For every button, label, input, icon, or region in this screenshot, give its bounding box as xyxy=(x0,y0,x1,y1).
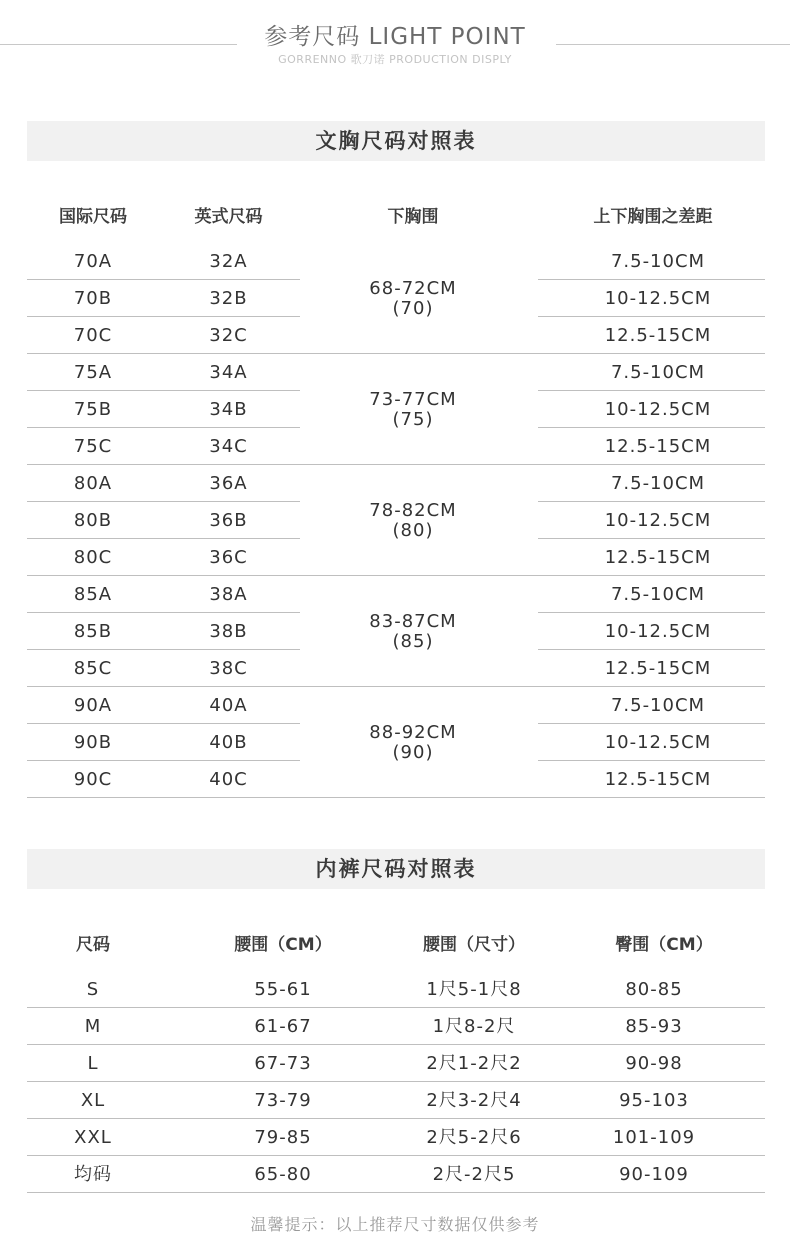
bra-underbust-value: (85) xyxy=(392,630,434,652)
panty-cell-hip-cm: 90-98 xyxy=(625,1053,683,1074)
bra-cell-difference: 12.5-15CM xyxy=(604,325,712,346)
panty-cell-size: XL xyxy=(80,1090,106,1111)
panty-cell-hip-cm: 85-93 xyxy=(625,1016,683,1037)
bra-underbust-group xyxy=(298,279,528,319)
bra-cell-difference: 7.5-10CM xyxy=(610,362,706,383)
bra-cell-difference: 7.5-10CM xyxy=(610,695,706,716)
panty-cell-waist-cm: 61-67 xyxy=(254,1016,312,1037)
bra-cell-uk: 40B xyxy=(209,732,248,753)
panty-cell-size: M xyxy=(84,1016,102,1037)
panty-cell-waist-cm: 65-80 xyxy=(254,1164,312,1185)
bra-underbust-range: 88-92CM xyxy=(369,721,457,743)
bra-row-divider-right xyxy=(538,797,765,798)
bra-underbust-group xyxy=(298,501,528,541)
bra-cell-difference: 10-12.5CM xyxy=(604,732,712,753)
panty-cell-size: S xyxy=(86,979,100,1000)
bra-cell-intl: 85B xyxy=(73,621,113,642)
bra-cell-intl: 85A xyxy=(73,584,113,605)
bra-underbust-group xyxy=(298,390,528,430)
panty-cell-waist-cm: 73-79 xyxy=(254,1090,312,1111)
panty-cell-size: 均码 xyxy=(74,1164,112,1185)
panty-header-hip-cm: 臀围（CM） xyxy=(615,935,713,955)
bra-cell-uk: 38C xyxy=(209,658,248,679)
bra-underbust-value: (80) xyxy=(392,519,434,541)
bra-header-difference: 上下胸围之差距 xyxy=(593,207,713,227)
bra-cell-uk: 36A xyxy=(209,473,248,494)
bra-cell-uk: 36C xyxy=(209,547,248,568)
panty-cell-waist-chi: 2尺3-2尺4 xyxy=(426,1090,522,1111)
panty-cell-waist-cm: 67-73 xyxy=(254,1053,312,1074)
bra-cell-uk: 32C xyxy=(209,325,248,346)
bra-underbust-range: 68-72CM xyxy=(369,277,457,299)
bra-underbust-value: (75) xyxy=(392,408,434,430)
panty-cell-waist-cm: 79-85 xyxy=(254,1127,312,1148)
bra-cell-uk: 32A xyxy=(209,251,248,272)
bra-header-intl: 国际尺码 xyxy=(59,207,127,227)
bra-header-uk: 英式尺码 xyxy=(194,207,263,227)
panty-row-divider xyxy=(27,1192,765,1193)
panty-table-title: 内裤尺码对照表 xyxy=(27,849,765,889)
panty-header-size: 尺码 xyxy=(76,935,110,955)
bra-cell-difference: 10-12.5CM xyxy=(604,621,712,642)
footer-note: 温馨提示：以上推荐尺寸数据仅供参考 xyxy=(250,1215,540,1234)
bra-cell-uk: 36B xyxy=(209,510,248,531)
bra-cell-intl: 70B xyxy=(73,288,113,309)
bra-cell-uk: 34A xyxy=(209,362,248,383)
bra-cell-uk: 34B xyxy=(209,399,248,420)
panty-cell-waist-chi: 1尺5-1尺8 xyxy=(426,979,522,1000)
bra-cell-intl: 80C xyxy=(73,547,113,568)
bra-cell-uk: 32B xyxy=(209,288,248,309)
bra-cell-difference: 12.5-15CM xyxy=(604,436,712,457)
panty-cell-waist-chi: 1尺8-2尺 xyxy=(432,1016,516,1037)
bra-cell-difference: 7.5-10CM xyxy=(610,473,706,494)
bra-row-divider-left xyxy=(27,797,300,798)
panty-cell-size: L xyxy=(87,1053,99,1074)
panty-cell-hip-cm: 95-103 xyxy=(619,1090,689,1111)
bra-cell-difference: 7.5-10CM xyxy=(610,251,706,272)
bra-cell-difference: 12.5-15CM xyxy=(604,658,712,679)
panty-cell-waist-chi: 2尺5-2尺6 xyxy=(426,1127,522,1148)
bra-group-divider xyxy=(300,353,538,354)
bra-cell-uk: 38B xyxy=(209,621,248,642)
bra-underbust-value: (90) xyxy=(392,741,434,763)
panty-cell-hip-cm: 101-109 xyxy=(612,1127,696,1148)
bra-cell-uk: 38A xyxy=(209,584,248,605)
panty-cell-size: XXL xyxy=(74,1127,112,1148)
panty-cell-waist-chi: 2尺1-2尺2 xyxy=(426,1053,522,1074)
bra-cell-difference: 10-12.5CM xyxy=(604,288,712,309)
bra-table-title: 文胸尺码对照表 xyxy=(27,121,765,161)
bra-cell-difference: 7.5-10CM xyxy=(610,584,706,605)
bra-cell-intl: 75C xyxy=(73,436,113,457)
bra-cell-difference: 12.5-15CM xyxy=(604,769,712,790)
bra-cell-intl: 70A xyxy=(73,251,113,272)
bra-cell-uk: 34C xyxy=(209,436,248,457)
bra-group-divider xyxy=(300,575,538,576)
bra-underbust-group xyxy=(298,612,528,652)
bra-underbust-range: 83-87CM xyxy=(369,610,457,632)
panty-cell-hip-cm: 80-85 xyxy=(625,979,683,1000)
panty-cell-waist-cm: 55-61 xyxy=(254,979,312,1000)
bra-cell-uk: 40C xyxy=(209,769,248,790)
panty-cell-waist-chi: 2尺-2尺5 xyxy=(432,1164,516,1185)
bra-cell-intl: 85C xyxy=(73,658,113,679)
bra-cell-intl: 80A xyxy=(73,473,113,494)
bra-cell-difference: 10-12.5CM xyxy=(604,399,712,420)
page-title: 参考尺码 LIGHT POINT xyxy=(264,24,526,50)
bra-group-divider xyxy=(300,686,538,687)
bra-cell-uk: 40A xyxy=(209,695,248,716)
bra-cell-difference: 12.5-15CM xyxy=(604,547,712,568)
panty-cell-hip-cm: 90-109 xyxy=(619,1164,689,1185)
bra-cell-intl: 75A xyxy=(73,362,113,383)
panty-header-waist-chi: 腰围（尺寸） xyxy=(423,935,525,955)
panty-header-waist-cm: 腰围（CM） xyxy=(234,935,332,955)
bra-underbust-value: (70) xyxy=(392,297,434,319)
bra-cell-intl: 75B xyxy=(73,399,113,420)
bra-underbust-group xyxy=(298,723,528,763)
bra-cell-intl: 90C xyxy=(73,769,113,790)
bra-cell-intl: 90A xyxy=(73,695,113,716)
bra-underbust-range: 78-82CM xyxy=(369,499,457,521)
bra-header-underbust: 下胸围 xyxy=(387,207,439,227)
page-subtitle: GORRENNO 歌刀诺 PRODUCTION DISPLY xyxy=(278,53,512,66)
bra-group-divider xyxy=(300,797,538,798)
bra-group-divider xyxy=(300,464,538,465)
bra-cell-difference: 10-12.5CM xyxy=(604,510,712,531)
bra-cell-intl: 70C xyxy=(73,325,113,346)
bra-underbust-range: 73-77CM xyxy=(369,388,457,410)
bra-cell-intl: 80B xyxy=(73,510,113,531)
bra-cell-intl: 90B xyxy=(73,732,113,753)
